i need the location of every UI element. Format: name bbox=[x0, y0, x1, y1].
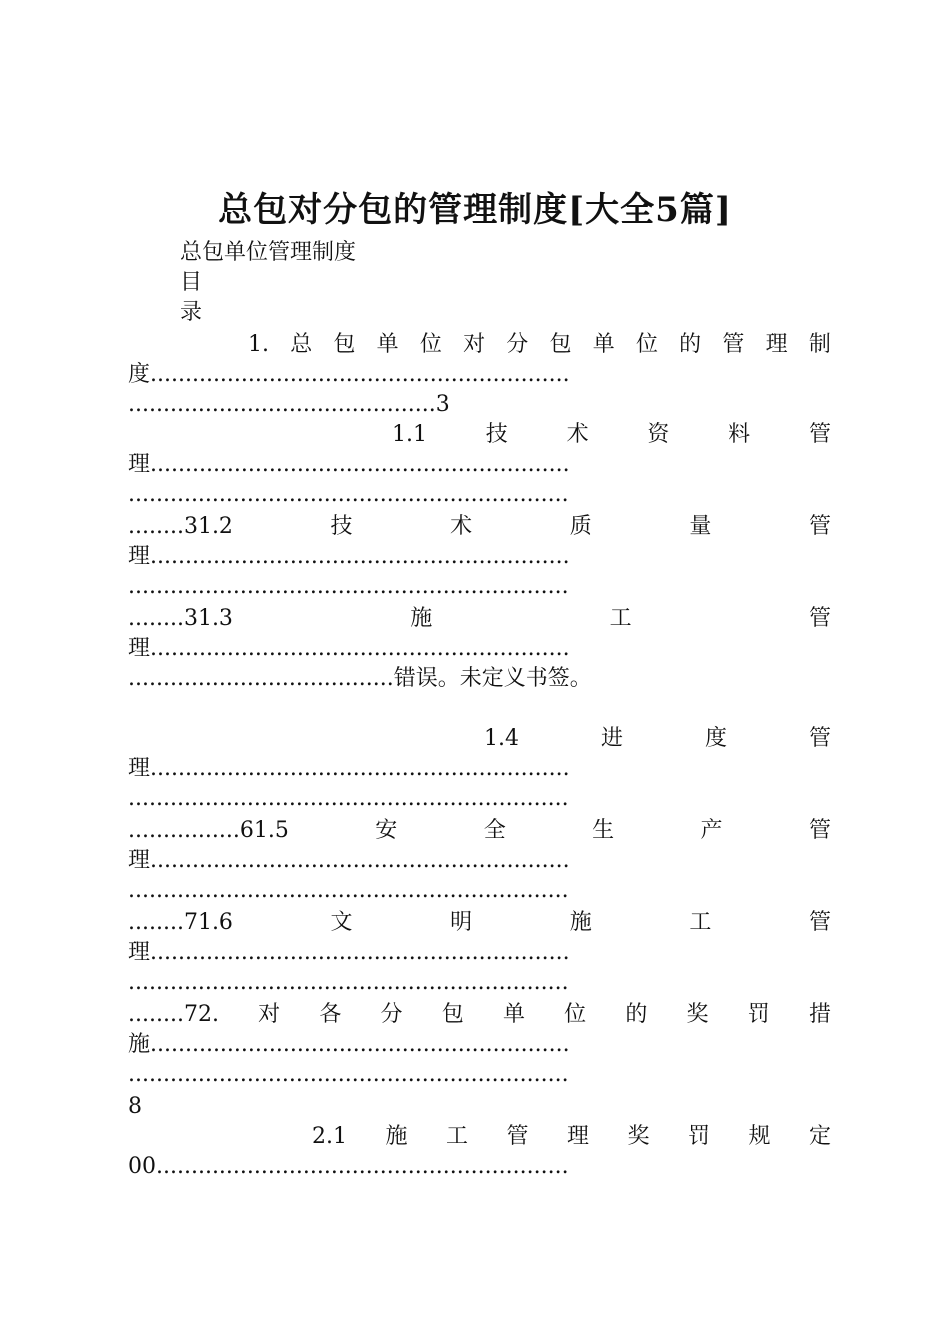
toc-label-char: 工 bbox=[609, 606, 632, 631]
toc-label-char: 单 bbox=[376, 332, 399, 357]
toc-entry-2-cont: ............................................................... bbox=[128, 1062, 569, 1087]
toc-label-char: ................61.5 bbox=[128, 818, 289, 843]
toc-page-number: 8 bbox=[128, 1094, 142, 1119]
toc-entry-1-label bbox=[248, 330, 831, 360]
toc-label-char: 1.1 bbox=[392, 422, 427, 447]
toc-label-char: 措 bbox=[808, 1002, 831, 1027]
toc-label-char: 明 bbox=[450, 910, 473, 935]
toc-label-char: 单 bbox=[502, 1002, 525, 1027]
toc-entry-1-5-label bbox=[128, 816, 831, 846]
toc-label-char: 罚 bbox=[747, 1002, 770, 1027]
toc-label-char: 管 bbox=[808, 606, 831, 631]
toc-entry-1-1-label bbox=[392, 420, 831, 450]
toc-entry-1-4-cont: ............................................................... bbox=[128, 786, 569, 811]
toc-label-char: 施 bbox=[385, 1124, 408, 1149]
toc-label-char: 安 bbox=[375, 818, 398, 843]
page-title: 总包对分包的管理制度[大全5篇] bbox=[218, 190, 732, 230]
toc-label-char: 位 bbox=[419, 332, 442, 357]
toc-label-char: 奖 bbox=[686, 1002, 709, 1027]
toc-entry-1-5-leader: 理............................................................ bbox=[128, 848, 570, 873]
toc-entry-1-4-label bbox=[484, 724, 831, 754]
toc-label-char: ........31.2 bbox=[128, 514, 233, 539]
toc-label-char: 全 bbox=[483, 818, 506, 843]
toc-label-char: 技 bbox=[485, 422, 508, 447]
toc-label-char: 产 bbox=[700, 818, 723, 843]
toc-label-char: 理 bbox=[566, 1124, 589, 1149]
toc-entry-1-3-leader: 理............................................................ bbox=[128, 636, 570, 661]
toc-label-char: 的 bbox=[679, 332, 702, 357]
toc-label-char: 制 bbox=[808, 332, 831, 357]
toc-entry-1-page: ............................................3 bbox=[128, 392, 450, 417]
toc-label-char: 管 bbox=[808, 910, 831, 935]
toc-label-char: 管 bbox=[808, 514, 831, 539]
toc-label-char: 包 bbox=[549, 332, 572, 357]
toc-label-char: 度 bbox=[704, 726, 727, 751]
toc-label-char: 2.1 bbox=[312, 1124, 347, 1149]
toc-label-char: 管 bbox=[808, 818, 831, 843]
toc-label-char: 资 bbox=[647, 422, 670, 447]
toc-entry-1-6-cont: ............................................................... bbox=[128, 970, 569, 995]
toc-label-char: 质 bbox=[569, 514, 592, 539]
toc-entry-1-1-leader: 理............................................................ bbox=[128, 452, 570, 477]
toc-entry-1-3-label bbox=[128, 604, 831, 634]
toc-label-char: 总 bbox=[290, 332, 313, 357]
subtitle: 总包单位管理制度 bbox=[180, 240, 357, 265]
toc-label-char: 理 bbox=[765, 332, 788, 357]
toc-label-char: 工 bbox=[689, 910, 712, 935]
toc-label-char: 对 bbox=[258, 1002, 281, 1027]
toc-label-char: ........31.3 bbox=[128, 606, 233, 631]
toc-label-char: 施 bbox=[410, 606, 433, 631]
toc-entry-2-1-leader: 00........................................................... bbox=[128, 1154, 569, 1179]
toc-entry-1-2-cont: ............................................................... bbox=[128, 574, 569, 599]
toc-entry-2-1-label bbox=[312, 1122, 831, 1152]
toc-label-char: 管 bbox=[722, 332, 745, 357]
toc-label-char: 位 bbox=[564, 1002, 587, 1027]
toc-label-char: 位 bbox=[635, 332, 658, 357]
toc-entry-1-3-error: ......................................错误。未定义书签。 bbox=[128, 666, 592, 691]
toc-label-char: 施 bbox=[569, 910, 592, 935]
toc-label-char: 定 bbox=[808, 1124, 831, 1149]
toc-label-char: ........72. bbox=[128, 1002, 219, 1027]
toc-label-char: 罚 bbox=[687, 1124, 710, 1149]
toc-entry-2-leader: 施............................................................ bbox=[128, 1032, 570, 1057]
toc-label-char: ........71.6 bbox=[128, 910, 233, 935]
toc-label-char: 进 bbox=[600, 726, 623, 751]
toc-label-char: 对 bbox=[463, 332, 486, 357]
toc-label-char: 量 bbox=[689, 514, 712, 539]
toc-entry-1-4-leader: 理............................................................ bbox=[128, 756, 570, 781]
toc-heading-lu: 录 bbox=[180, 300, 203, 325]
toc-entry-1-6-label bbox=[128, 908, 831, 938]
toc-label-char: 术 bbox=[450, 514, 473, 539]
toc-heading-mu: 目 bbox=[180, 270, 203, 295]
toc-label-char: 料 bbox=[728, 422, 751, 447]
toc-entry-1-2-label bbox=[128, 512, 831, 542]
toc-label-char: 生 bbox=[592, 818, 615, 843]
toc-label-char: 分 bbox=[380, 1002, 403, 1027]
toc-label-char: 的 bbox=[625, 1002, 648, 1027]
toc-entry-1-5-cont: ............................................................... bbox=[128, 878, 569, 903]
toc-label-char: 各 bbox=[319, 1002, 342, 1027]
toc-label-char: 管 bbox=[808, 726, 831, 751]
toc-entry-1-leader: 度............................................................ bbox=[128, 362, 570, 387]
toc-label-char: 管 bbox=[808, 422, 831, 447]
toc-entry-1-2-leader: 理............................................................ bbox=[128, 544, 570, 569]
toc-label-char: 1.4 bbox=[484, 726, 519, 751]
toc-label-char: 单 bbox=[592, 332, 615, 357]
toc-label-char: 规 bbox=[748, 1124, 771, 1149]
toc-label-char: 文 bbox=[330, 910, 353, 935]
toc-label-char: 术 bbox=[566, 422, 589, 447]
toc-label-char: 奖 bbox=[627, 1124, 650, 1149]
toc-label-char: 包 bbox=[333, 332, 356, 357]
toc-entry-1-1-cont: ............................................................... bbox=[128, 482, 569, 507]
toc-label-char: 分 bbox=[506, 332, 529, 357]
toc-label-char: 1. bbox=[248, 332, 269, 357]
toc-label-char: 包 bbox=[441, 1002, 464, 1027]
toc-label-char: 管 bbox=[506, 1124, 529, 1149]
toc-entry-1-6-leader: 理............................................................ bbox=[128, 940, 570, 965]
toc-entry-2-label bbox=[128, 1000, 831, 1030]
toc-label-char: 工 bbox=[445, 1124, 468, 1149]
toc-label-char: 技 bbox=[330, 514, 353, 539]
